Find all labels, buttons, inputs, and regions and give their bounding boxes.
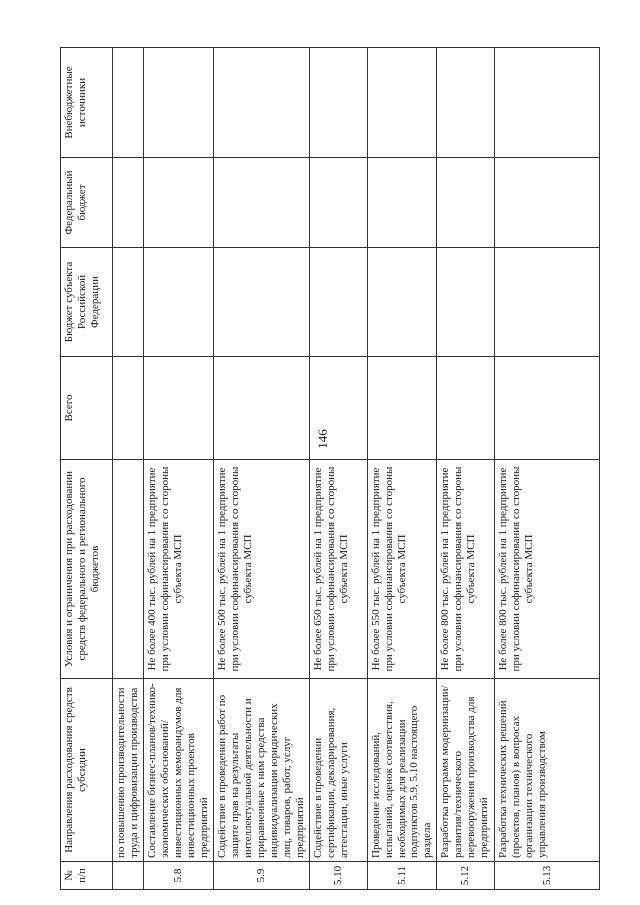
row-federal xyxy=(437,158,495,248)
table-row xyxy=(309,48,367,890)
row-total xyxy=(309,357,367,460)
row-total xyxy=(495,357,600,460)
row-extra xyxy=(495,48,600,158)
row-conditions: Не более 800 тыс. рублей на 1 предприятие при условии софинансирования со стороны субъекта МСП xyxy=(495,460,600,679)
table-header xyxy=(61,48,113,890)
row-num: 5.13 xyxy=(495,862,600,890)
page-number: 146 xyxy=(315,429,330,449)
row-conditions xyxy=(113,460,144,679)
row-direction: Проведение исследований, испытаний, оценок соответствия, необходимых для реализации подпунктов 5.9, 5.10 настоящего раздела xyxy=(367,679,437,862)
header-total: Всего xyxy=(61,357,113,460)
row-extra xyxy=(367,48,437,158)
header-federal: Федеральный бюджет xyxy=(61,158,113,248)
header-regional: Бюджет субъекта Российской Федерации xyxy=(61,248,113,357)
table-row xyxy=(213,48,309,890)
header-direction: Направления расходования средств субсидии xyxy=(61,679,113,862)
row-num: 5.9 xyxy=(213,862,309,890)
table-row xyxy=(113,48,144,890)
row-regional xyxy=(113,248,144,357)
row-direction: Содействие в проведении работ по защите прав на результаты интеллектуальной деятельности и приравненные к ним средства индивидуализации юридических лиц, товаров, работ, услуг предприятий xyxy=(213,679,309,862)
row-regional xyxy=(309,248,367,357)
table-row xyxy=(367,48,437,890)
row-federal xyxy=(367,158,437,248)
row-total xyxy=(143,357,213,460)
row-total xyxy=(437,357,495,460)
row-num: 5.12 xyxy=(437,862,495,890)
header-extra: Внебюджетные источники xyxy=(61,48,113,158)
row-federal xyxy=(495,158,600,248)
row-direction: Разработка технических решений (проектов, планов) в вопросах организации технического управления производством xyxy=(495,679,600,862)
header-conditions: Условия и ограничения при расходовании средств федерального и регионального бюджетов xyxy=(61,460,113,679)
row-direction: Разработка программ модернизации/развития/технического перевооружения производства для предприятий xyxy=(437,679,495,862)
table-row xyxy=(495,48,600,890)
table-row xyxy=(143,48,213,890)
row-conditions: Не более 400 тыс. рублей на 1 предприятие при условии софинансирования со стороны субъекта МСП xyxy=(143,460,213,679)
row-total xyxy=(113,357,144,460)
row-total xyxy=(367,357,437,460)
row-conditions: Не более 550 тыс. рублей на 1 предприятие при условии софинансирования со стороны субъекта МСП xyxy=(367,460,437,679)
row-direction: Составление бизнес-планов/технико-экономических обоснований/инвестиционных меморандумов для инвестиционных проектов предприятий xyxy=(143,679,213,862)
row-federal xyxy=(143,158,213,248)
row-num xyxy=(113,862,144,890)
row-extra xyxy=(437,48,495,158)
row-extra xyxy=(143,48,213,158)
row-direction: Содействие в проведении сертификации, декларирования, аттестации, иные услуги xyxy=(309,679,367,862)
header-num: № п/п xyxy=(61,862,113,890)
row-regional xyxy=(495,248,600,357)
row-regional xyxy=(437,248,495,357)
row-regional xyxy=(143,248,213,357)
row-num: 5.8 xyxy=(143,862,213,890)
row-total xyxy=(213,357,309,460)
subsidy-table-container xyxy=(60,48,600,890)
row-num: 5.11 xyxy=(367,862,437,890)
row-regional xyxy=(213,248,309,357)
row-extra xyxy=(213,48,309,158)
row-federal xyxy=(113,158,144,248)
table-body xyxy=(113,48,600,890)
row-direction: по повышению производительности труда и цифровизации производства xyxy=(113,679,144,862)
row-extra xyxy=(113,48,144,158)
row-conditions: Не более 650 тыс. рублей на 1 предприятие при условии софинансирования со стороны субъекта МСП xyxy=(309,460,367,679)
table-row xyxy=(437,48,495,890)
subsidy-table xyxy=(60,47,600,890)
row-conditions: Не более 500 тыс. рублей на 1 предприятие при условии софинансирования со стороны субъекта МСП xyxy=(213,460,309,679)
row-conditions: Не более 800 тыс. рублей на 1 предприятие при условии софинансирования со стороны субъекта МСП xyxy=(437,460,495,679)
row-federal xyxy=(309,158,367,248)
row-num: 5.10 xyxy=(309,862,367,890)
row-federal xyxy=(213,158,309,248)
row-extra xyxy=(309,48,367,158)
row-regional xyxy=(367,248,437,357)
